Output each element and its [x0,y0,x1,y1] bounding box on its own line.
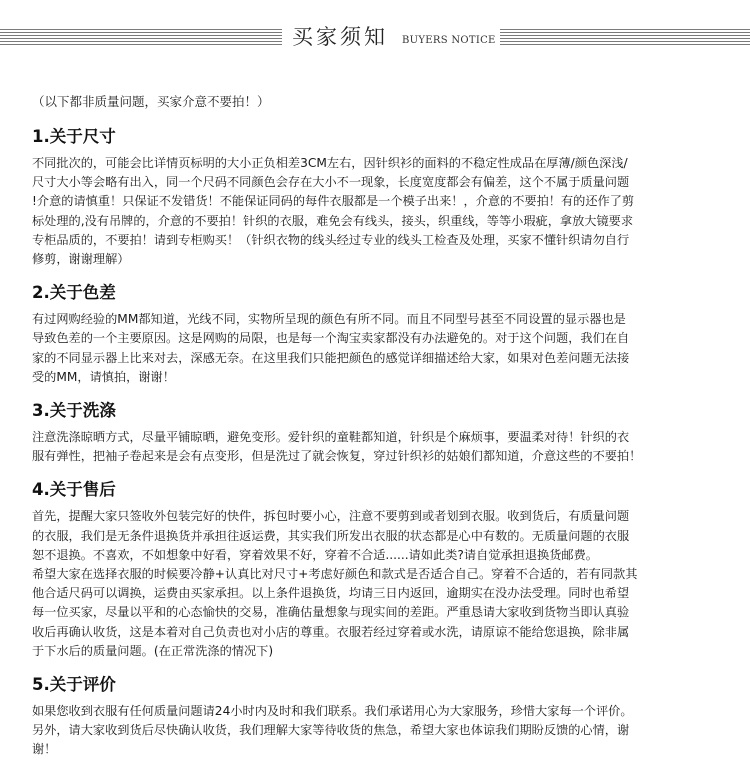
body-line: 导致色差的一个主要原因。这是网购的局限，也是每一个淘宝卖家都没有办法避免的。对于这个问题，我们在自 [32,331,630,346]
notice-section [32,479,732,674]
section-gap [32,661,732,674]
section-title: 2.关于色差 [32,283,116,303]
decorative-stripes-right [500,29,750,45]
body-line: 首先，提醒大家只签收外包装完好的快件，拆包时要小心，注意不要剪到或者划到衣服。收到货后，有质量问题 [32,509,630,524]
body-line: 专柜品质的，不要拍！请到专柜购买！（针织衣物的线头经过专业的线头工检查及处理，买家不懂针织请勿自行 [32,232,630,247]
section-gap [32,466,732,479]
body-line: !介意的请慎重！只保证不发错货！不能保证同码的每件衣服都是一个模子出来！，介意的不要拍！有的还作了剪 [32,194,635,209]
section-body [32,702,732,760]
decorative-stripes-left [0,29,282,45]
body-line: 家的不同显示器上比来对去，深感无奈。在这里我们只能把颜色的感觉详细描述给大家，如果对色差问题无法接 [32,350,630,365]
section-title: 4.关于售后 [32,480,116,500]
body-line: 有过网购经验的MM都知道，光线不同，实物所呈现的颜色有所不同。而且不同型号甚至不同设置的显示器也是 [32,312,626,327]
body-line: 注意洗涤晾晒方式，尽量平铺晾晒，避免变形。爱针织的童鞋都知道，针织是个麻烦事，要温柔对待！针织的衣 [32,430,630,445]
notice-section [32,400,732,479]
body-line: 修剪，谢谢理解） [32,252,130,267]
body-line: 每一位买家，尽量以平和的心态愉快的交易，准确估量想象与现实间的差距。严重恳请大家收到货物当即认真验 [32,605,630,620]
notice-section [32,282,732,400]
body-line: 尺寸大小等会略有出入，同一个尺码不同颜色会存在大小不一现象，长度宽度都会有偏差，这个不属于质量问题 [32,175,630,190]
sections-container [32,126,732,760]
body-line: 的衣服，我们是无条件退换货并承担往返运费，其实我们所发出衣服的状态都是心中有数的。无质量问题的衣服 [32,528,630,543]
body-line: 不同批次的，可能会比详情页标明的大小正负相差3CM左右，因针织衫的面料的不稳定性成品在厚薄/颜色深浅/ [32,156,628,170]
section-body [32,310,732,387]
banner-title-cn: 买家须知 [292,25,388,49]
body-line: 恕不退换。不喜欢，不如想象中好看，穿着效果不好，穿着不合适......请如此类?请自觉承担退换货邮费。 [32,547,598,562]
body-line: 另外，请大家收到货后尽快确认收货，我们理解大家等待收货的焦急，希望大家也体谅我们期盼反馈的心情，谢 [32,723,630,738]
banner-title-en: BUYERS NOTICE [402,35,496,46]
section-title: 5.关于评价 [32,675,116,695]
section-gap [32,387,732,400]
section-body [32,507,732,661]
notice-content [32,93,732,760]
notice-section [32,674,732,760]
notice-banner [0,18,750,58]
notice-section [32,126,732,282]
body-line: 他合适尺码可以调换，运费由买家承担。以上条件退换货，均请三日内返回，逾期实在没办法受理。同时也希望 [32,586,630,601]
intro-note: （以下都非质量问题，买家介意不要拍！） [32,94,270,109]
body-line: 标处理的,没有吊牌的，介意的不要拍！针织的衣服，难免会有线头，接头，织重线，等等小瑕疵，拿放大镜要求 [32,213,634,228]
body-line: 希望大家在选择衣服的时候要冷静+认真比对尺寸+考虑好颜色和款式是否适合自己。穿着不合适的，若有同款其 [32,567,638,582]
section-body [32,154,732,269]
body-line: 于下水后的质量问题。(在正常洗涤的情况下) [32,643,274,658]
section-gap [32,269,732,282]
body-line: 服有弹性，把袖子卷起来是会有点变形，但是洗过了就会恢复，穿过针织衫的姑娘们都知道，介意这些的不要拍！ [32,449,642,464]
section-title: 1.关于尺寸 [32,127,116,146]
section-body [32,428,732,466]
section-title: 3.关于洗涤 [32,401,116,421]
body-line: 谢！ [32,742,57,757]
body-line: 如果您收到衣服有任何质量问题请24小时内及时和我们联系。我们承诺用心为大家服务，珍惜大家每一个评价。 [32,704,633,719]
body-line: 受的MM，请慎拍，谢谢！ [32,369,175,384]
body-line: 收后再确认收货，这是本着对自己负责也对小店的尊重。衣服若经过穿着或水洗，请原谅不能给您退换，除非属 [32,624,630,639]
